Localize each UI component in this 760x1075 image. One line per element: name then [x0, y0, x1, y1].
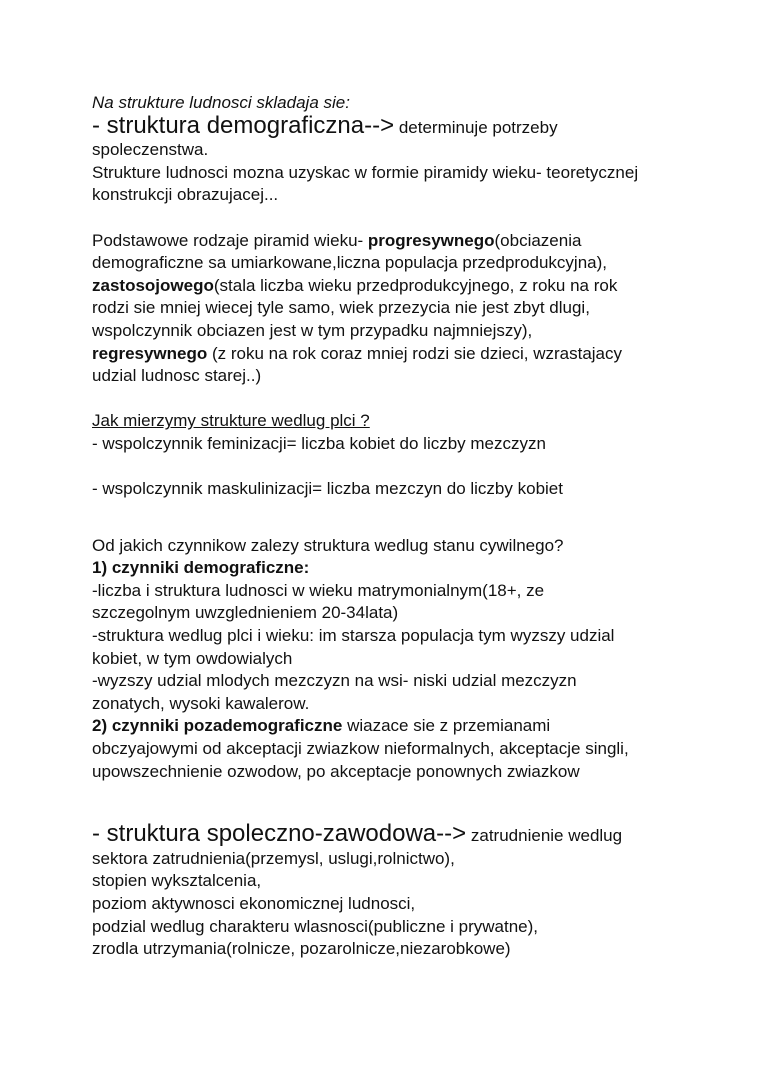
text-span: (obciazenia: [494, 230, 582, 250]
text-line: zonatych, wysoki kawalerow.: [92, 693, 310, 713]
text-line: poziom aktywnosci ekonomicznej ludnosci,: [92, 894, 416, 913]
heading-socio-professional-rest: zatrudnienie wedlug: [466, 826, 623, 846]
text-span: (z roku na rok coraz mniej rodzi sie dzieci, wzrastajacy: [207, 343, 623, 363]
document-page: [92, 92, 692, 961]
text-span: (stala liczba wieku przedprodukcyjnego, z roku na rok: [213, 275, 618, 295]
bold-subheading: 1) czynniki demograficzne:: [92, 558, 310, 578]
text-span: Podstawowe rodzaje piramid wieku-: [92, 230, 368, 250]
heading-demographic: - struktura demograficzna-->: [92, 111, 395, 139]
text-line: kobiet, w tym owdowialych: [92, 648, 293, 668]
spacer: [92, 207, 692, 230]
text-line: podzial wedlug charakteru wlasnosci(publiczne i prywatne),: [92, 916, 539, 936]
text-line: rodzi sie mniej wiecej tyle samo, wiek przezycia nie jest zbyt dlugi,: [92, 298, 590, 318]
heading-demographic-rest: determinuje potrzeby: [394, 117, 558, 137]
text-line: Strukture ludnosci mozna uzyskac w formie piramidy wieku- teoretycznej: [92, 162, 639, 182]
text-line: obczyajowymi od akceptacji zwiazkow nieformalnych, akceptacje singli,: [92, 739, 629, 759]
bold-term-progresywnego: progresywnego: [367, 230, 495, 250]
text-line: stopien wyksztalcenia,: [92, 871, 262, 891]
text-span: wiazace sie z przemianami: [342, 716, 551, 736]
text-line: wspolczynnik obciazen jest w tym przypadku najmniejszy),: [92, 320, 533, 340]
spacer: [92, 501, 692, 535]
question-gender: Jak mierzymy strukture wedlug plci ?: [92, 411, 370, 431]
question-marital: Od jakich czynnikow zalezy struktura wedlug stanu cywilnego?: [92, 535, 564, 555]
bold-term-zastosojowego: zastosojowego: [92, 275, 214, 295]
text-line: -struktura wedlug plci i wieku: im starsza populacja tym wyzszy udzial: [92, 626, 615, 646]
text-line: konstrukcji obrazujacej...: [92, 185, 279, 205]
heading-socio-professional: - struktura spoleczno-zawodowa-->: [92, 820, 467, 848]
text-line: -wyzszy udzial mlodych mezczyzn na wsi- niski udzial mezczyzn: [92, 671, 577, 691]
subheading-demographic-factors: [92, 557, 692, 580]
spacer: [92, 783, 692, 823]
text-line: [92, 275, 692, 298]
text-line: szczegolnym uwzglednieniem 20-34lata): [92, 603, 399, 623]
section-socio-professional-heading: [92, 820, 692, 848]
text-line: zrodla utrzymania(rolnicze, pozarolnicze,niezarobkowe): [92, 939, 511, 959]
text-line: sektora zatrudnienia(przemysl, uslugi,rolnictwo),: [92, 848, 455, 868]
text-line: -liczba i struktura ludnosci w wieku matrymonialnym(18+, ze: [92, 580, 545, 600]
text-line: udzial ludnosc starej..): [92, 366, 262, 386]
bold-term-regresywnego: regresywnego: [92, 343, 208, 363]
intro-line: Na strukture ludnosci skladaja sie:: [92, 93, 350, 112]
text-line: - wspolczynnik maskulinizacji= liczba mezczyn do liczby kobiet: [92, 479, 563, 499]
text-line: spoleczenstwa.: [92, 140, 209, 160]
text-line: - wspolczynnik feminizacji= liczba kobiet do liczby mezczyzn: [92, 433, 546, 453]
spacer: [92, 456, 692, 479]
bold-subheading: 2) czynniki pozademograficzne: [92, 716, 343, 736]
text-line: demograficzne sa umiarkowane,liczna populacja przedprodukcyjna),: [92, 253, 607, 273]
text-line: [92, 343, 692, 366]
subheading-nondemographic-factors: [92, 715, 692, 738]
text-line: upowszechnienie ozwodow, po akceptacje ponownych zwiazkow: [92, 761, 580, 781]
spacer: [92, 388, 692, 411]
text-line: [92, 230, 692, 253]
section-demographic-heading: [92, 111, 692, 140]
